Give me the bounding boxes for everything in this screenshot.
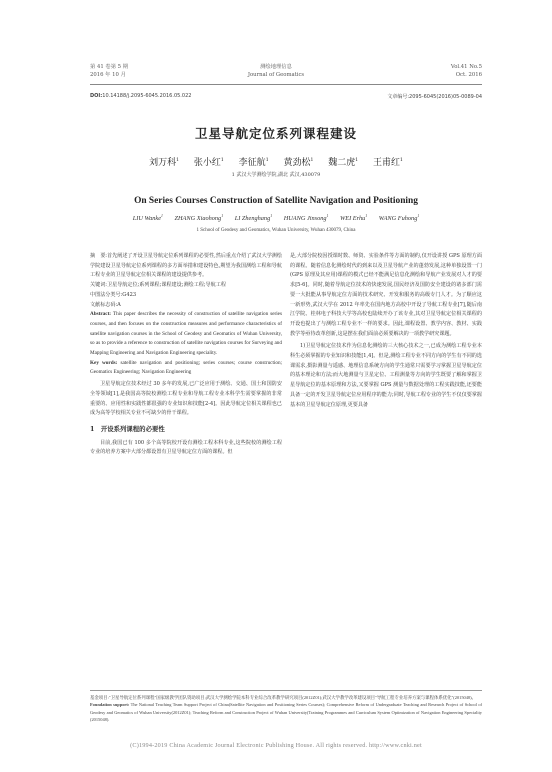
abstract-en-label: Abstract: — [90, 311, 112, 318]
footnote-fund-label: Foundation support: — [90, 702, 130, 708]
author-cn-name: 黄劲松 — [283, 158, 311, 168]
footnote-fund-text: The National Teaching Team Support Project of China(Satellite Navigation and Positioning Series Courses); Comprehensive Reform of Undergraduate Teaching and Research Project of School of Geodesy and Geomatics of Wuhan University(2012Z01); Teaching Reform and Construction Project of Wuhan University(Training Programmes and Curriculum System Optimization of Navigation Engineering Speciality (2015048). — [90, 702, 482, 722]
author-cn — [194, 158, 224, 168]
authors-cn — [0, 155, 552, 168]
author-en — [133, 215, 163, 222]
footnote-divider — [90, 690, 482, 691]
copyright-notice: (C)1994-2019 China Academic Journal Electronic Publishing House. All rights reserved. http://www.cnki.net — [130, 742, 422, 749]
keywords-en-text: satellite navigation and positioning; series courses; course construction; Geomatics Engineering; Navigation Engineering — [90, 359, 282, 376]
author-cn — [149, 158, 179, 168]
author-cn-sup: 1 — [220, 158, 224, 163]
author-cn-name: 张小红 — [193, 158, 221, 168]
header-divider — [90, 84, 482, 85]
body-paragraph-continued: 是,大部分院校因授课时数、师资、实验条件等方面的制约,仅开设讲授 GPS 原理方面的课程。随着信息化测绘时代的到来以及卫星导航产业的蓬勃发展,这种单独设置一门(GPS 原理及其应用)课程的模式已经不能满足信息化测绘和导航产业发展对人才的要求[5-6]。同时,随着导航定位技术的快速发展,国民经济及国防安全建设的诸多部门需要一大批能从事导航定位方面的技术研究、开发和服务的高级专门人才。为了顺应这一新形势,武汉大学在 2012 年率先在国内地方高校中开设了导航工程专业[7],随后南江学院、桂林电子科技大学等高校也陆续开办了该专业,其对卫星导航定位相关课程的开设也提出了与测绘工程专业不一样的要求。因此,课程设置、教学内容、教材、实践教学等亟待改革创新,这是摆在我们面前必须要解决的一项教学研究课题。 — [290, 253, 482, 337]
author-cn — [328, 158, 358, 168]
doi-label: DOI: — [90, 93, 103, 99]
abstract-en-text: This paper describes the necessity of construction of satellite navigation series courses, and then focuses on the construction measures and performance characteristics of satellite navigation courses in the School of Geodesy and Geomatics of Wuhan University, so as to provide a reference to construction of satellite navigation courses for Surveying and Mapping Engineering and Navigation Engineering speciality. — [90, 311, 283, 357]
author-en-name: LI Zhenghang — [234, 215, 271, 223]
author-en-name: WANG Fuhong — [378, 215, 418, 223]
author-en-name: LIU Wanke — [132, 215, 162, 223]
author-cn-sup: 1 — [176, 158, 180, 163]
abstract-cn: 摘 要:首先阐述了开设卫星导航定位系列课程的必要性,然后重点介绍了武汉大学测绘学院建设卫星导航定位系列课程的多方面举措和建设特色,期望为我国测绘工程和导航工程专业的卫星导航定位相关课程的建设提供参考。 — [90, 253, 282, 279]
author-cn-sup: 1 — [399, 158, 403, 163]
author-en-name: HUANG Jinsong — [283, 215, 327, 223]
author-cn-name: 王甫红 — [372, 158, 400, 168]
document-code: 文献标志码:A — [90, 301, 121, 308]
section-1-heading: 1 开设系列课程的必要性 — [90, 424, 165, 433]
author-en-sup: 1 — [417, 214, 420, 218]
title-en: On Series Courses Construction of Satellite Navigation and Positioning — [134, 196, 418, 206]
author-cn-name: 魏二虎 — [328, 158, 356, 168]
header-journal-en: Journal of Geomatics — [247, 71, 305, 78]
footnote-fund-cn: 基金项目:"卫星导航定位系列课程"国家级教学团队资助项目;武汉大学测绘学院本科专业综合改革教学研究项目(2012Z01);武汉大学教学改革建设项目"导航工程专业培养方案与课程体系优化"(2015048)。 — [90, 695, 476, 700]
header-volume-cn-line: 第 41 卷第 5 期 — [90, 64, 129, 70]
article-number: 文章编号:2095-6045(2016)05-0089-04 — [387, 94, 482, 100]
author-en-sup: 1 — [365, 214, 368, 218]
clc-number: 中图法分类号:G423 — [90, 291, 137, 298]
right-column — [290, 252, 482, 410]
keywords-cn: 关键词:卫星导航定位;系列课程;课程建设;测绘工程;导航工程 — [90, 282, 226, 289]
author-cn-sup: 1 — [355, 158, 359, 163]
footnote — [90, 694, 482, 723]
title-cn: 卫星导航定位系列课程建设 — [194, 126, 357, 141]
doi-value: 10.14188/j.2095-6045.2016.05.022 — [102, 93, 192, 99]
author-en-name: WEI Erhu — [340, 215, 366, 223]
body-paragraph-2: 1)卫星导航定位技术作为信息化测绘的三大核心技术之一,已成为测绘工程专业本科生必须掌握的专业知识和技能[1,4]。但是,测绘工程专业不同方向的学生有不同的选课需求,摄影测量与遥感、地理信息系统方向的学生通常只需要学习掌握卫星导航定位的基本理论和方法;而大地测量与卫星定位、工程测量等方向的学生既要了解和掌握卫星导航定位的基本原理和方法,又要掌握 GPS 测量与数据处理的工程实践技能,还要能具备一定的开发卫星导航定位应用程序的能力;同时,导航工程专业的学生不仅仅要掌握基本的卫星导航定位原理,更要具备 — [290, 343, 482, 408]
left-column — [90, 252, 282, 458]
abstract-en — [90, 310, 282, 359]
author-en-sup: 1 — [161, 214, 163, 218]
keywords-en-label: Key words: — [90, 359, 118, 366]
doi-row — [90, 93, 482, 99]
author-cn — [283, 158, 313, 168]
author-en — [340, 215, 367, 222]
author-cn — [239, 158, 269, 168]
header-journal-cn: 测绘地理信息 — [260, 64, 292, 70]
authors-en — [0, 214, 552, 222]
section-1-paragraph: 目前,我国已有 100 多个高等院校开设有测绘工程本科专业,这些院校的测绘工程专业的培养方案中大部分都设置有卫星导航定位方面的课程。但 — [90, 439, 282, 456]
header-date-en-line: Oct. 2016 — [455, 71, 482, 78]
affiliation-cn: 1 武汉大学测绘学院,湖北 武汉,430079 — [231, 172, 321, 178]
footnote-fund-en — [90, 701, 482, 723]
header-date-cn-line: 2016 年 10 月 — [90, 71, 126, 78]
author-en-sup: 1 — [221, 214, 224, 218]
header-volume-en-line: Vol.41 No.5 — [450, 64, 482, 70]
affiliation-en: 1 School of Geodesy and Geomatics, Wuhan University, Wuhan 430079, China — [196, 228, 356, 233]
author-en — [284, 215, 329, 222]
header-volume-en — [451, 64, 482, 79]
author-en — [235, 215, 272, 222]
author-en — [379, 215, 419, 222]
author-en-sup: 1 — [326, 214, 329, 218]
author-en-sup: 1 — [270, 214, 273, 218]
author-cn-name: 刘万科 — [149, 158, 177, 168]
author-cn-sup: 1 — [265, 158, 269, 163]
author-en-name: ZHANG Xiaohong — [174, 215, 222, 223]
intro-paragraph: 卫星导航定位技术经过 30 多年的发展,已广泛应用于测绘、交通、国土和国防安全等领域[1],是我国高等院校测绘工程专业和导航工程专业本科学生需要掌握的非常重要的、应用性和实践性都很强的专业知识和技能[2-4]。因此导航定位相关课程也已成为高等学校相关专业不可缺少的骨干课程。 — [90, 381, 282, 417]
author-en — [175, 215, 224, 222]
author-cn — [373, 158, 403, 168]
author-cn-sup: 1 — [310, 158, 314, 163]
author-cn-name: 李征航 — [238, 158, 266, 168]
keywords-en — [90, 359, 282, 378]
